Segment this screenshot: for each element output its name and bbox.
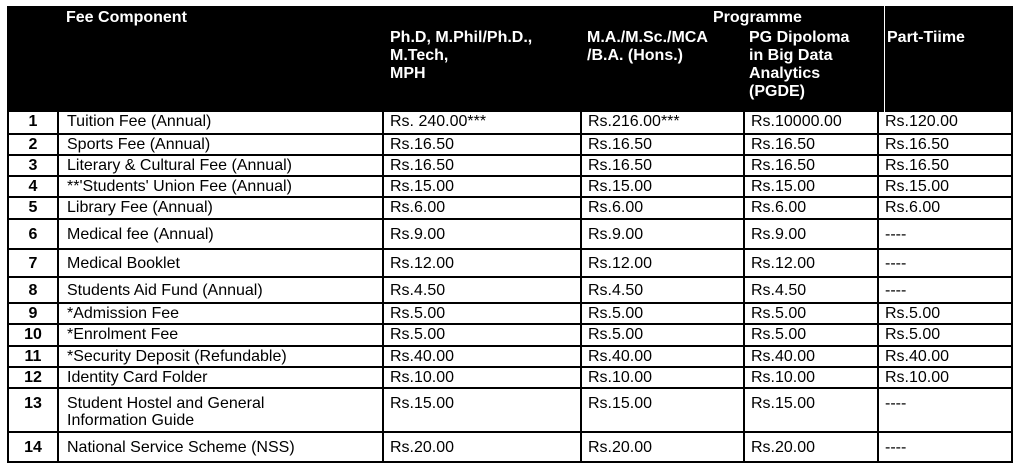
table-row	[9, 302, 1011, 323]
row-number: 6	[28, 226, 38, 243]
row-number: 9	[28, 305, 38, 322]
fee-component: Literary & Cultural Fee (Annual)	[57, 156, 382, 175]
fee-phd: Rs.10.00	[382, 368, 580, 387]
header-line: Analytics	[749, 65, 821, 82]
fee-parttime: Rs.120.00	[877, 112, 1011, 133]
table-body	[7, 112, 1013, 463]
fee-parttime: Rs.15.00	[877, 177, 1011, 196]
header-divider	[884, 0, 885, 112]
fee-component: *Admission Fee	[57, 304, 382, 323]
fee-table	[7, 6, 1013, 463]
fee-phd: Rs. 240.00***	[382, 112, 580, 133]
fee-phd: Rs.6.00	[382, 198, 580, 218]
fee-phd: Rs.16.50	[382, 135, 580, 154]
fee-component: **'Students' Union Fee (Annual)	[57, 177, 382, 196]
fee-phd: Rs.5.00	[382, 304, 580, 323]
header-line: M.Tech,	[390, 47, 449, 64]
table-row	[9, 387, 1011, 431]
header-col-pgde	[749, 29, 889, 101]
fee-ma: Rs.216.00***	[580, 112, 743, 133]
fee-phd: Rs.4.50	[382, 278, 580, 302]
fee-component-line: Student Hostel and General	[67, 395, 265, 412]
fee-pgde: Rs.10000.00	[743, 112, 877, 133]
row-number: 14	[24, 439, 42, 456]
row-number: 12	[24, 369, 42, 386]
header-line: MPH	[390, 65, 426, 82]
row-number: 4	[28, 178, 38, 195]
fee-pgde: Rs.15.00	[743, 177, 877, 196]
fee-phd: Rs.16.50	[382, 156, 580, 175]
table-row	[9, 175, 1011, 196]
fee-ma: Rs.12.00	[580, 250, 743, 276]
table-header	[7, 6, 1013, 112]
row-number: 8	[28, 282, 38, 299]
fee-pgde: Rs.6.00	[743, 198, 877, 218]
fee-pgde: Rs.15.00	[743, 389, 877, 431]
row-number: 7	[28, 255, 38, 272]
row-number: 5	[28, 199, 38, 216]
table-row	[9, 218, 1011, 248]
fee-parttime: Rs.40.00	[877, 347, 1011, 366]
fee-ma: Rs.20.00	[580, 433, 743, 461]
fee-ma: Rs.5.00	[580, 304, 743, 323]
fee-component: Library Fee (Annual)	[57, 198, 382, 218]
fee-pgde: Rs.10.00	[743, 368, 877, 387]
fee-component: *Security Deposit (Refundable)	[57, 347, 382, 366]
fee-pgde: Rs.40.00	[743, 347, 877, 366]
fee-ma: Rs.16.50	[580, 156, 743, 175]
fee-phd: Rs.15.00	[382, 389, 580, 431]
fee-pgde: Rs.20.00	[743, 433, 877, 461]
fee-ma: Rs.5.00	[580, 325, 743, 345]
table-row	[9, 323, 1011, 345]
fee-pgde: Rs.16.50	[743, 156, 877, 175]
header-col-ma	[587, 29, 747, 65]
fee-phd: Rs.15.00	[382, 177, 580, 196]
fee-ma: Rs.40.00	[580, 347, 743, 366]
fee-parttime: Rs.5.00	[877, 304, 1011, 323]
fee-ma: Rs.9.00	[580, 220, 743, 248]
fee-pgde: Rs.9.00	[743, 220, 877, 248]
fee-phd: Rs.40.00	[382, 347, 580, 366]
fee-parttime: Rs.16.50	[877, 156, 1011, 175]
fee-parttime: ----	[877, 220, 1011, 248]
header-fee-component: Fee Component	[66, 9, 187, 26]
fee-component: Medical fee (Annual)	[57, 220, 382, 248]
fee-parttime: Rs.10.00	[877, 368, 1011, 387]
fee-phd: Rs.20.00	[382, 433, 580, 461]
fee-pgde: Rs.5.00	[743, 325, 877, 345]
fee-ma: Rs.16.50	[580, 135, 743, 154]
header-line: /B.A. (Hons.)	[587, 47, 683, 64]
table-row	[9, 431, 1011, 461]
fee-phd: Rs.5.00	[382, 325, 580, 345]
row-number: 10	[24, 326, 42, 343]
fee-parttime: ----	[877, 250, 1011, 276]
fee-parttime: ----	[877, 278, 1011, 302]
header-line: PG Dipoloma	[749, 29, 850, 46]
fee-parttime: Rs.16.50	[877, 135, 1011, 154]
fee-component: Medical Booklet	[57, 250, 382, 276]
fee-ma: Rs.15.00	[580, 389, 743, 431]
table-row	[9, 248, 1011, 276]
header-line: Ph.D, M.Phil/Ph.D.,	[390, 29, 533, 46]
header-line: M.A./M.Sc./MCA	[587, 29, 708, 46]
header-programme: Programme	[713, 9, 802, 26]
fee-phd: Rs.12.00	[382, 250, 580, 276]
row-number: 3	[28, 157, 38, 174]
fee-parttime: Rs.5.00	[877, 325, 1011, 345]
table-row	[9, 112, 1011, 133]
header-col-parttime	[887, 29, 965, 47]
fee-pgde: Rs.12.00	[743, 250, 877, 276]
row-number: 11	[24, 348, 42, 365]
table-row	[9, 196, 1011, 218]
fee-ma: Rs.6.00	[580, 198, 743, 218]
header-line: Part-Tiime	[887, 29, 965, 46]
table-row	[9, 133, 1011, 154]
fee-component	[57, 389, 382, 431]
fee-component: Students Aid Fund (Annual)	[57, 278, 382, 302]
header-line: in Big Data	[749, 47, 833, 64]
table-row	[9, 154, 1011, 175]
row-number: 2	[28, 136, 38, 153]
table-row	[9, 366, 1011, 387]
fee-parttime: ----	[877, 389, 1011, 431]
fee-component: Tuition Fee (Annual)	[57, 112, 382, 133]
fee-component: National Service Scheme (NSS)	[57, 433, 382, 461]
fee-pgde: Rs.4.50	[743, 278, 877, 302]
table-row	[9, 276, 1011, 302]
row-number: 1	[28, 113, 38, 130]
header-line: (PGDE)	[749, 83, 805, 100]
fee-parttime: Rs.6.00	[877, 198, 1011, 218]
fee-phd: Rs.9.00	[382, 220, 580, 248]
fee-component: Sports Fee (Annual)	[57, 135, 382, 154]
header-col-phd	[390, 29, 580, 83]
fee-pgde: Rs.16.50	[743, 135, 877, 154]
fee-component: *Enrolment Fee	[57, 325, 382, 345]
row-number: 13	[24, 395, 42, 412]
fee-component-line: Information Guide	[67, 412, 195, 429]
fee-ma: Rs.10.00	[580, 368, 743, 387]
fee-component: Identity Card Folder	[57, 368, 382, 387]
fee-pgde: Rs.5.00	[743, 304, 877, 323]
fee-ma: Rs.15.00	[580, 177, 743, 196]
fee-ma: Rs.4.50	[580, 278, 743, 302]
table-row	[9, 345, 1011, 366]
fee-parttime: ----	[877, 433, 1011, 461]
